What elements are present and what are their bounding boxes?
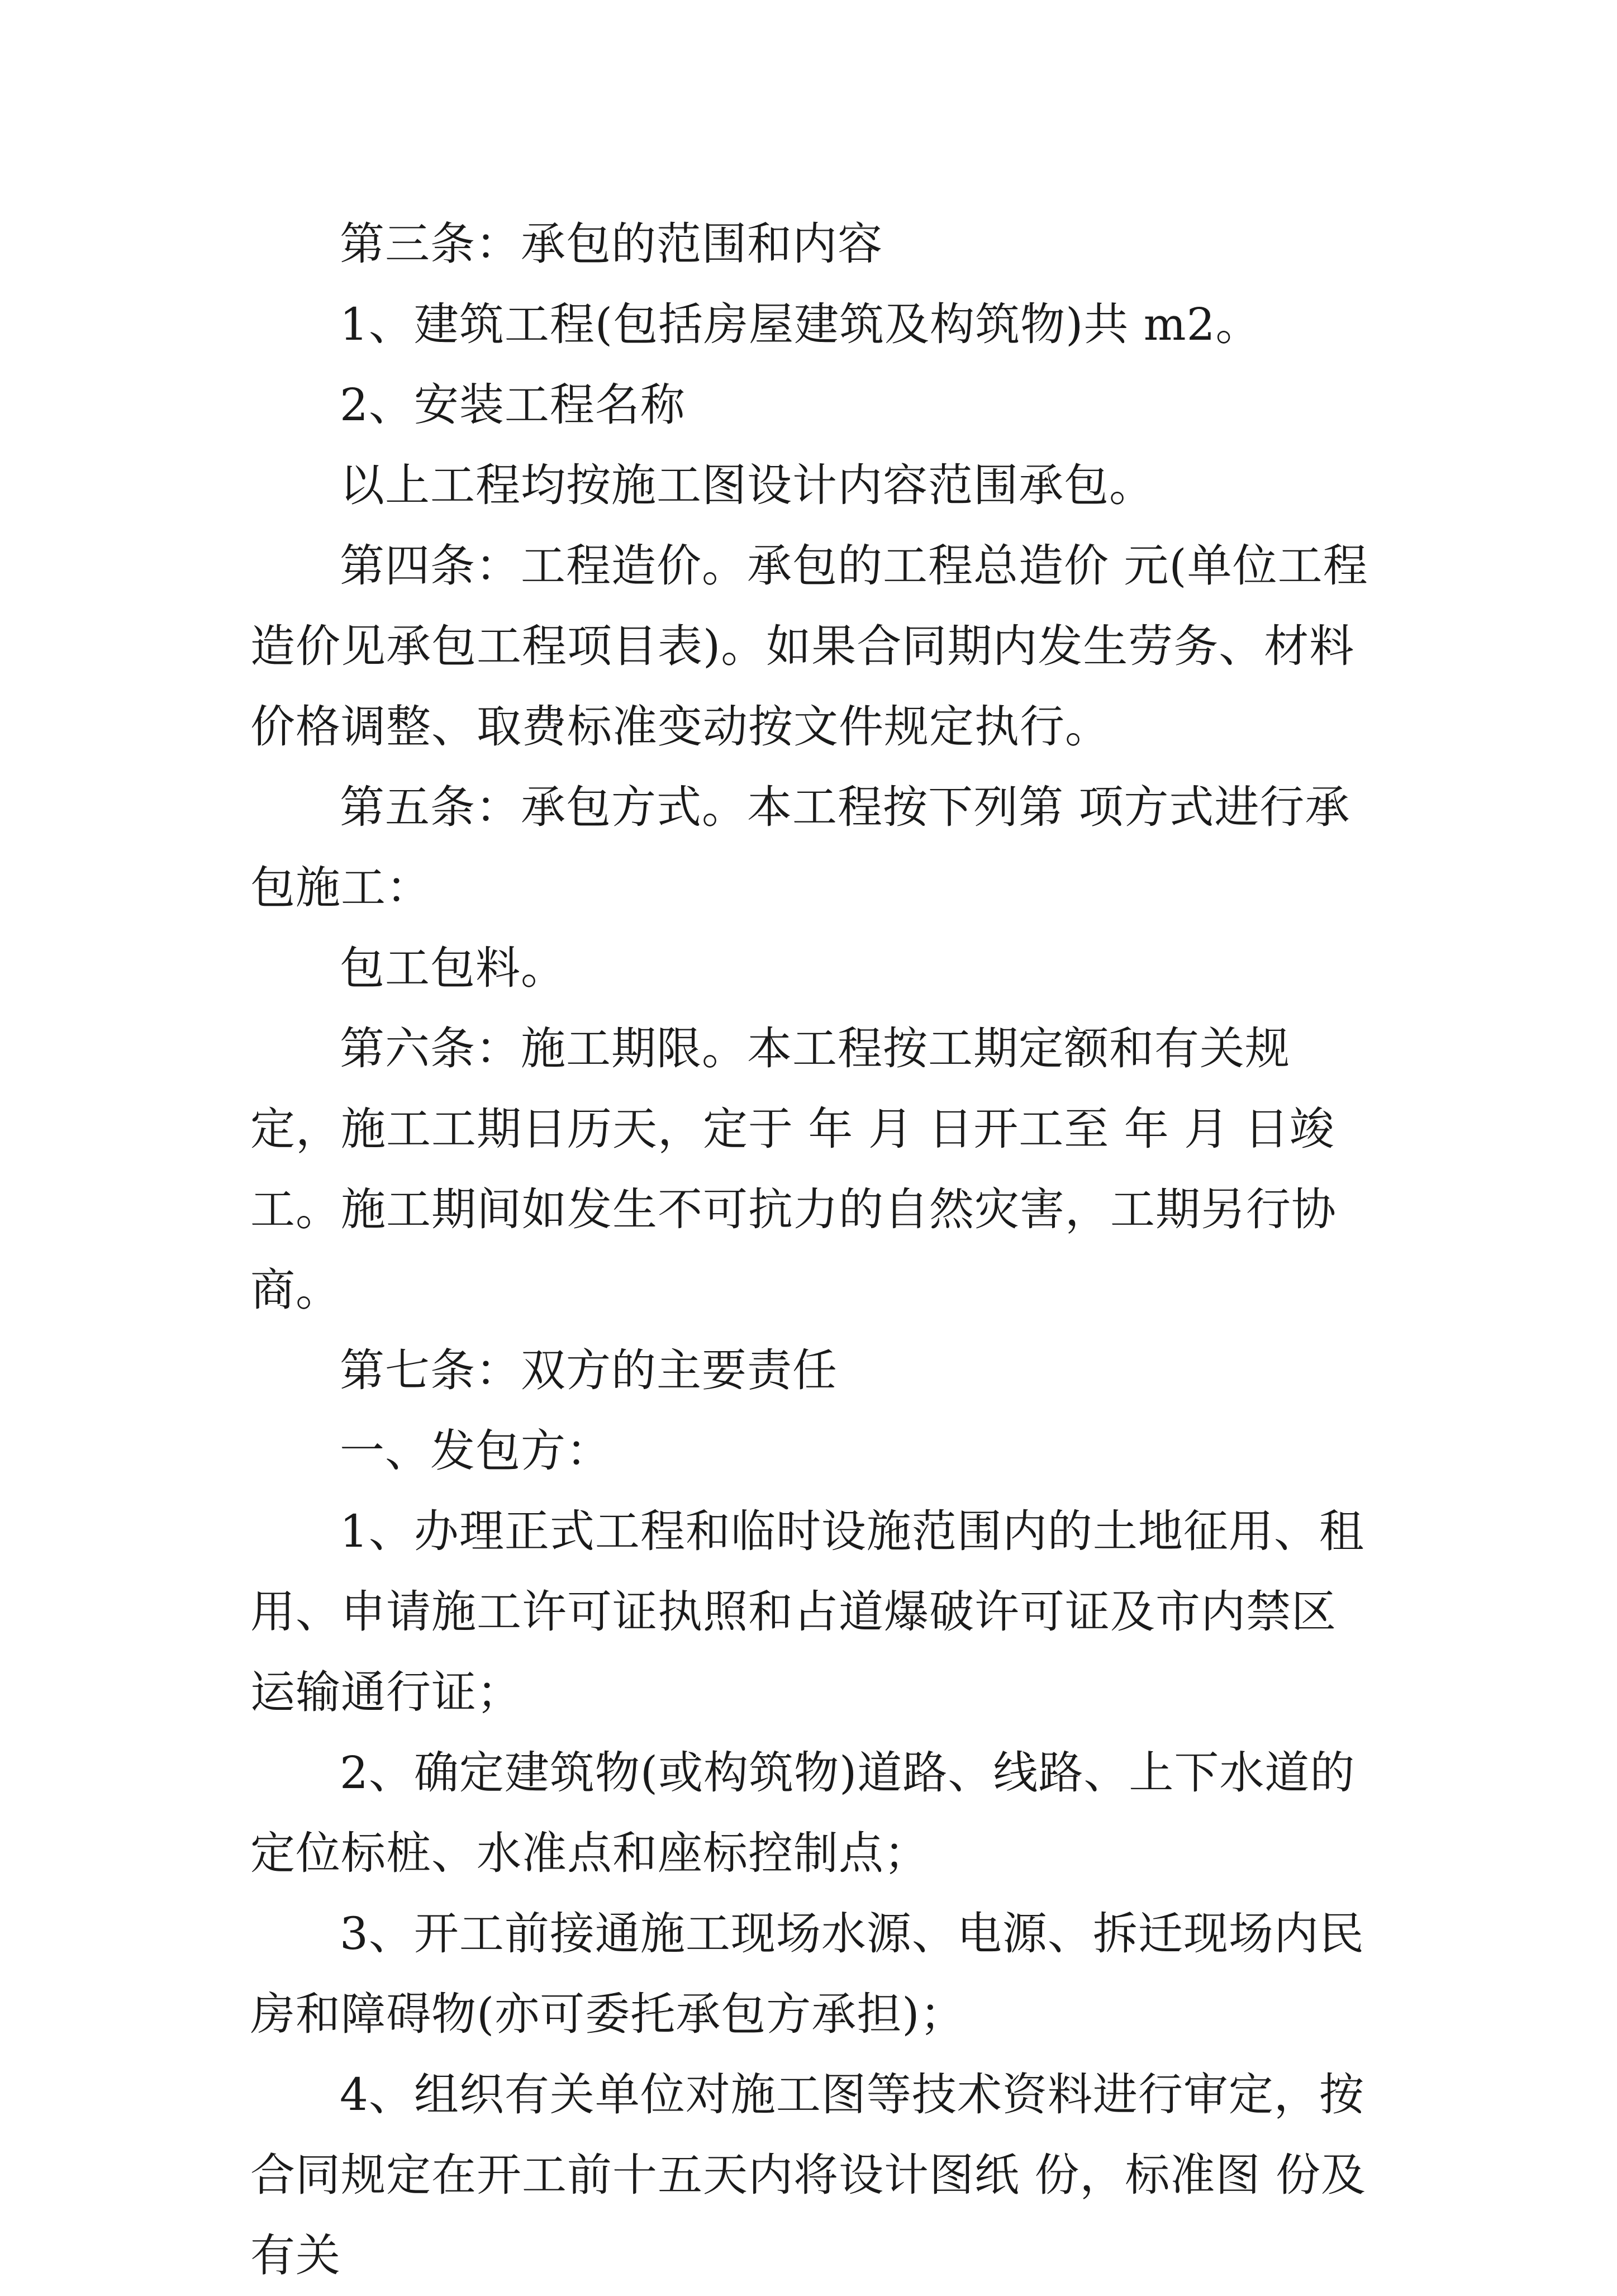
clause-4-price: 第四条：工程造价。承包的工程总造价 元(单位工程造价见承包工程项目表)。如果合同期内发生劳务、材料价格调整、取费标准变动按文件规定执行。 <box>250 540 1368 753</box>
clause-7-heading: 第七条：双方的主要责任 <box>340 1344 838 1396</box>
clause-7-duty-3: 3、开工前接通施工现场水源、电源、拆迁现场内民房和障碍物(亦可委托承包方承担)； <box>250 1908 1364 2040</box>
clause-3-heading: 第三条：承包的范围和内容 <box>340 218 883 270</box>
clause-7-duty-1: 1、办理正式工程和临时设施范围内的土地征用、租用、申请施工许可证执照和占道爆破许可证及市内禁区运输通行证； <box>250 1505 1364 1718</box>
clause-7-duty-2: 2、确定建筑物(或构筑物)道路、线路、上下水道的定位标桩、水准点和座标控制点； <box>250 1747 1356 1879</box>
clause-5-method: 第五条：承包方式。本工程按下列第 项方式进行承包施工： <box>250 781 1350 914</box>
clause-3-summary: 以上工程均按施工图设计内容范围承包。 <box>340 459 1154 511</box>
document-body <box>250 204 1379 2296</box>
clause-6-period: 第六条：施工期限。本工程按工期定额和有关规定，施工工期日历天，定于 年 月 日开工至 年 月 日竣工。施工期间如发生不可抗力的自然灾害，工期另行协商。 <box>250 1023 1337 1316</box>
clause-7-duty-4: 4、组织有关单位对施工图等技术资料进行审定，按合同规定在开工前十五天内将设计图纸 份，标准图 份及有关 <box>250 2069 1366 2281</box>
clause-3-item-1: 1、建筑工程(包括房屋建筑及构筑物)共 m2。 <box>340 298 1261 350</box>
clause-5-option: 包工包料。 <box>340 942 566 994</box>
clause-3-item-2: 2、安装工程名称 <box>340 379 686 431</box>
clause-7-party-heading: 一、发包方： <box>340 1425 611 1477</box>
